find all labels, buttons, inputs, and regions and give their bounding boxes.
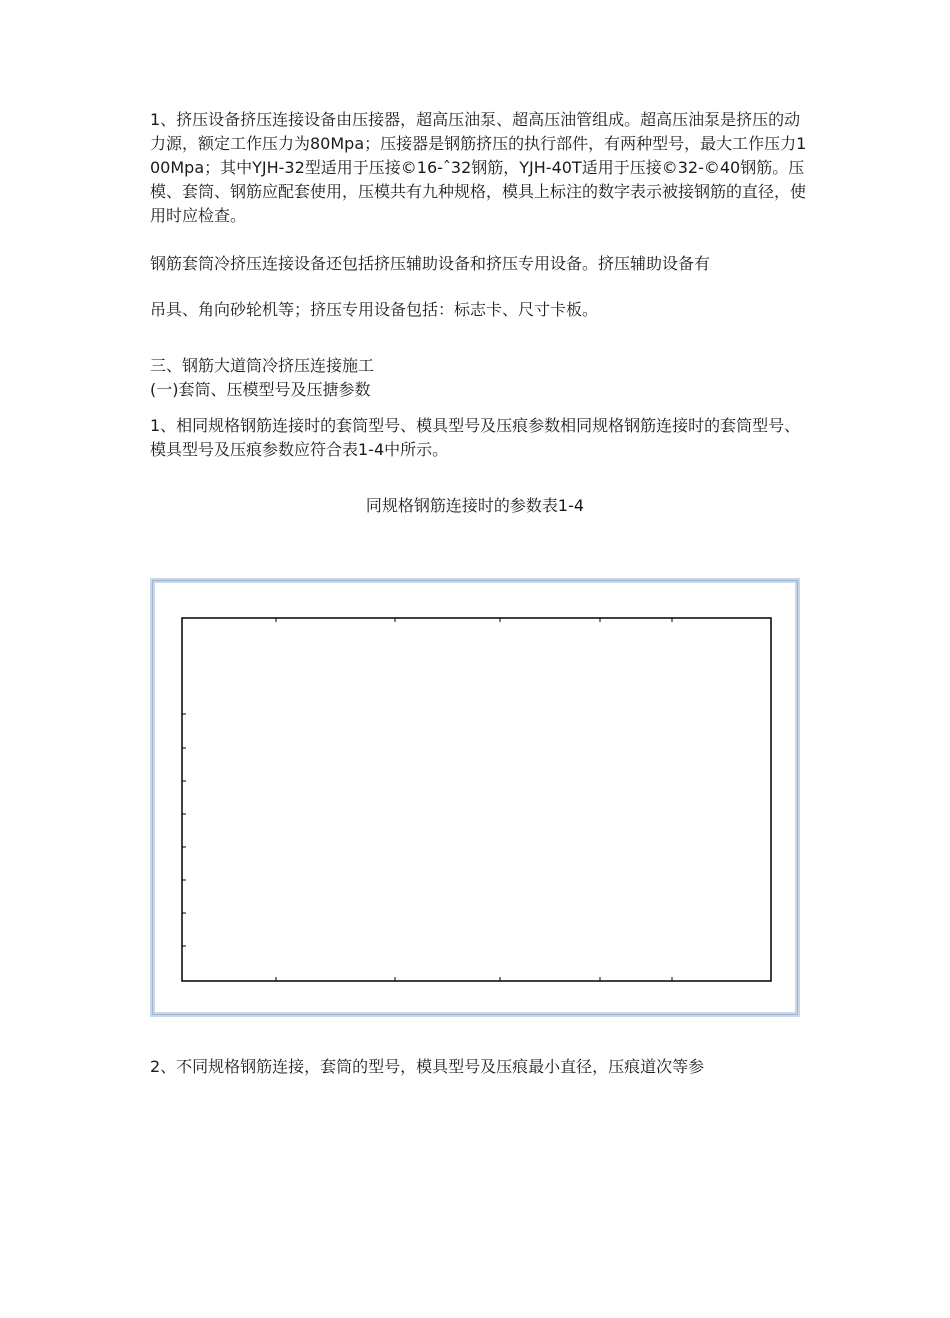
subsection-heading: (一)套筒、压模型号及压搪参数	[150, 380, 371, 399]
paragraph-same-spec: 1、相同规格钢筋连接时的套筒型号、模具型号及压痕参数相同规格钢筋连接时的套筒型号、模具型号及压痕参数应符合表1-4中所示。	[150, 416, 801, 459]
table-caption: 同规格钢筋连接时的参数表1-4	[365, 496, 585, 515]
plot-frame	[182, 618, 771, 981]
paragraph-different-spec: 2、不同规格钢筋连接，套筒的型号，模具型号及压痕最小直径，压痕道次等参	[150, 1057, 705, 1076]
section-heading: 三、钢筋大道筒冷挤压连接施工	[150, 356, 375, 375]
paragraph-aux-equipment-line2: 吊具、角向砂轮机等；挤压专用设备包括：标志卡、尺寸卡板。	[150, 300, 599, 319]
paragraph-aux-equipment-line1: 钢筋套筒冷挤压连接设备还包括挤压辅助设备和挤压专用设备。挤压辅助设备有	[150, 254, 711, 273]
empty-plot-figure	[155, 583, 795, 1012]
table-figure-frame	[150, 578, 800, 1017]
paragraph-equipment: 1、挤压设备挤压连接设备由压接器，超高压油泵、超高压油管组成。超高压油泵是挤压的动力源，额定工作压力为80Mpa；压接器是钢筋挤压的执行部件，有两种型号，最大工作压力100Mpa；其中YJH-32型适用于压接©16-ˆ32钢筋，YJH-40T适用于压接©32-©40钢筋。压模、套筒、钢筋应配套使用，压模共有九种规格，模具上标注的数字表示被接钢筋的直径，使用时应检查。	[150, 110, 807, 225]
